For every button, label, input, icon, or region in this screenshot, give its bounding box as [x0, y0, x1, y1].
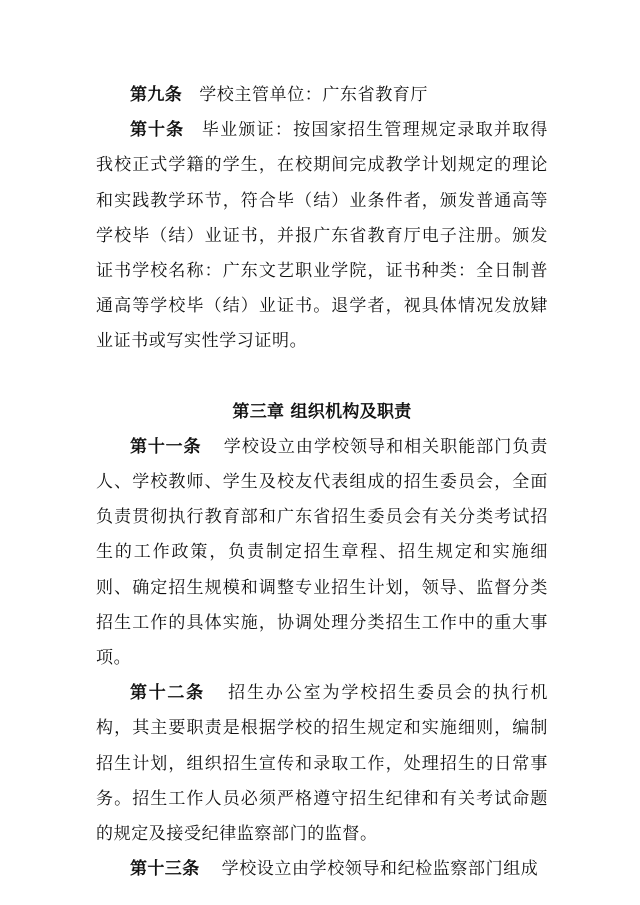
article-text: 招生办公室为学校招生委员会的执行机构，其主要职责是根据学校的招生规定和实施细则，编制招生计划，组织招生宣传和录取工作，处理招生的日常事务。招生工作人员必须严格遵守招生纪律和有关考试命题的规定及接受纪律监察部门的监督。 [96, 683, 548, 845]
article-12 [96, 676, 548, 852]
article-text: 毕业颁证：按国家招生管理规定录取并取得我校正式学籍的学生，在校期间完成教学计划规定的理论和实践教学环节，符合毕（结）业条件者，颁发普通高等学校毕（结）业证书，并报广东省教育厅电子注册。颁发证书学校名称：广东文艺职业学院，证书种类：全日制普通高等学校毕（结）业证书。退学者，视具体情况发放肄业证书或写实性学习证明。 [96, 120, 548, 352]
article-10 [96, 113, 548, 359]
article-11 [96, 430, 548, 676]
article-number: 第十一条 [130, 436, 202, 457]
article-text: 学校主管单位：广东省教育厅 [199, 85, 429, 105]
section-spacer [96, 360, 548, 395]
article-number: 第九条 [130, 85, 183, 105]
article-number: 第十条 [130, 120, 185, 141]
article-text: 学校设立由学校领导和纪检监察部门组成 [221, 859, 539, 880]
document-page [96, 78, 548, 887]
article-number: 第十三条 [130, 859, 200, 880]
article-9 [96, 78, 548, 113]
chapter-title: 第三章 组织机构及职责 [232, 401, 412, 422]
article-text: 学校设立由学校领导和相关职能部门负责人、学校教师、学生及校友代表组成的招生委员会，全面负责贯彻执行教育部和广东省招生委员会有关分类考试招生的工作政策，负责制定招生章程、招生规定和实施细则、确定招生规模和调整专业招生计划，领导、监督分类招生工作的具体实施，协调处理分类招生工作中的重大事项。 [96, 436, 548, 669]
article-13 [96, 852, 548, 887]
article-number: 第十二条 [130, 683, 205, 704]
